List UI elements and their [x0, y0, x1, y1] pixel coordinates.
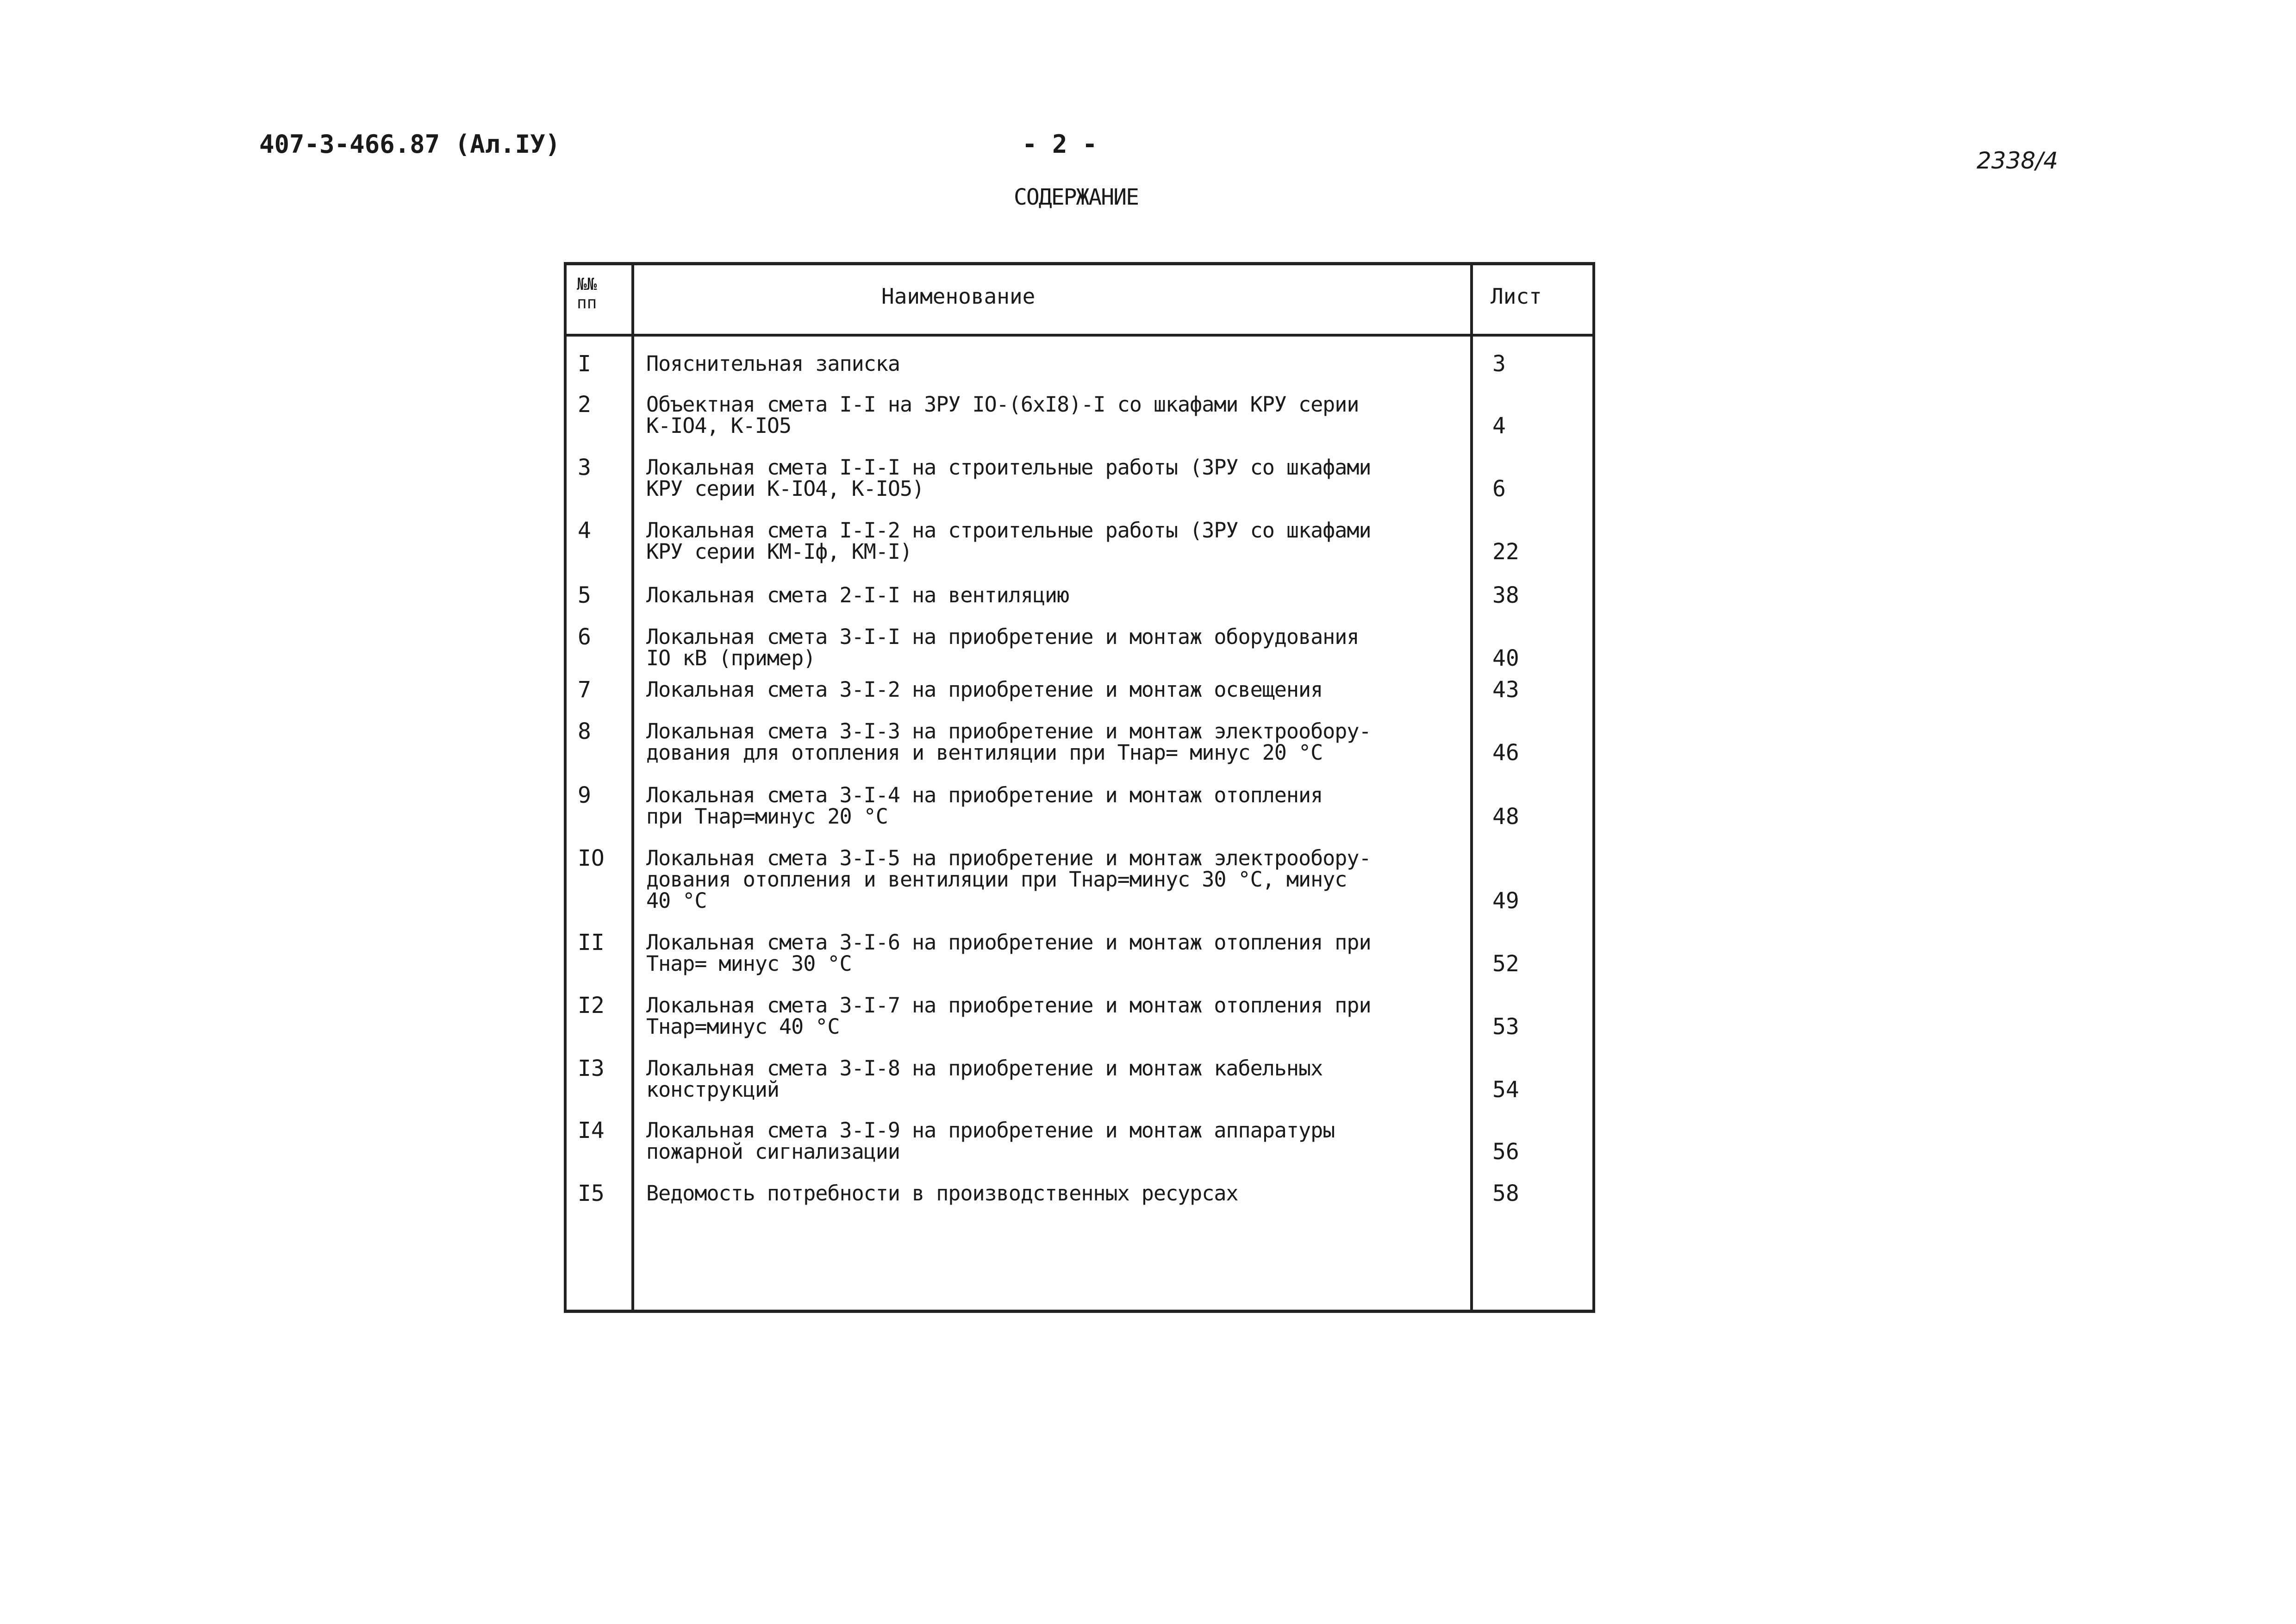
row-title: Пояснительная записка — [646, 351, 900, 376]
column-header-name: Наименование — [881, 284, 1036, 309]
row-number: I2 — [578, 993, 605, 1018]
row-number: 4 — [578, 518, 591, 543]
row-sheet: 6 — [1492, 476, 1506, 502]
row-number: 9 — [578, 782, 591, 808]
row-sheet: 43 — [1492, 677, 1519, 703]
row-title: Объектная смета I-I на ЗРУ IO-(6xI8)-I со шкафами КРУ серии К-IO4, К-IO5 — [646, 392, 1359, 438]
row-title: Локальная смета 3-I-3 на приобретение и монтаж электрообору- дования для отопления и вентиляции при Тнар= минус 20 °С — [646, 719, 1371, 765]
column-divider-sheet — [1470, 262, 1473, 1313]
row-title: Локальная смета 2-I-I на вентиляцию — [646, 583, 1069, 607]
row-number: 2 — [578, 392, 591, 418]
row-sheet: 48 — [1492, 804, 1519, 830]
contents-table — [564, 262, 1595, 1313]
column-header-sheet: Лист — [1491, 284, 1542, 309]
row-title: Локальная смета 3-I-5 на приобретение и монтаж электрообору- дования отопления и вентиляции при Тнар=минус 30 °С, минус 40 °С — [646, 846, 1371, 913]
row-sheet: 40 — [1492, 645, 1519, 671]
row-title: Ведомость потребности в производственных ресурсах — [646, 1181, 1238, 1206]
row-title: Локальная смета 3-I-9 на приобретение и монтаж аппаратуры пожарной сигнализации — [646, 1118, 1335, 1164]
row-title: Локальная смета 3-I-6 на приобретение и монтаж отопления при Тнар= минус 30 °С — [646, 930, 1371, 976]
row-number: I3 — [578, 1056, 605, 1081]
row-title: Локальная смета 3-I-4 на приобретение и монтаж отопления при Тнар=минус 20 °С — [646, 783, 1323, 829]
row-number: 3 — [578, 455, 591, 481]
row-number: 6 — [578, 624, 591, 650]
row-title: Локальная смета 3-I-8 на приобретение и монтаж кабельных конструкций — [646, 1056, 1323, 1102]
row-title: Локальная смета 3-I-I на приобретение и монтаж оборудования IO кВ (пример) — [646, 625, 1359, 670]
row-number: 5 — [578, 582, 591, 608]
row-number: IO — [578, 845, 605, 871]
row-sheet: 46 — [1492, 740, 1519, 766]
row-sheet: 52 — [1492, 951, 1519, 977]
column-divider-num — [631, 262, 634, 1313]
row-number: I — [578, 351, 591, 377]
row-title: Локальная смета I-I-I на строительные работы (ЗРУ со шкафами КРУ серии К-IO4, К-IO5) — [646, 455, 1371, 501]
row-number: I4 — [578, 1118, 605, 1143]
row-sheet: 53 — [1492, 1014, 1519, 1040]
row-number: 8 — [578, 718, 591, 744]
archive-number: 2338/4 — [1977, 147, 2058, 174]
row-sheet: 22 — [1492, 539, 1519, 565]
row-number: I5 — [578, 1181, 605, 1206]
row-sheet: 4 — [1492, 413, 1506, 439]
row-sheet: 38 — [1492, 582, 1519, 608]
page-number: - 2 - — [1022, 130, 1098, 159]
document-heading: СОДЕРЖАНИЕ — [1014, 184, 1138, 210]
row-number: II — [578, 930, 605, 956]
row-sheet: 58 — [1492, 1181, 1519, 1206]
row-sheet: 56 — [1492, 1139, 1519, 1165]
row-title: Локальная смета I-I-2 на строительные работы (ЗРУ со шкафами КРУ серии КМ-Iф, КМ-I) — [646, 518, 1371, 564]
row-sheet: 54 — [1492, 1077, 1519, 1103]
header-divider — [567, 334, 1592, 337]
row-title: Локальная смета 3-I-7 на приобретение и монтаж отопления при Тнар=минус 40 °С — [646, 993, 1371, 1039]
row-title: Локальная смета 3-I-2 на приобретение и монтаж освещения — [646, 677, 1323, 702]
row-sheet: 49 — [1492, 888, 1519, 914]
row-sheet: 3 — [1492, 351, 1506, 377]
row-number: 7 — [578, 677, 591, 703]
column-header-num: №№ пп — [577, 275, 597, 312]
document-code: 407-3-466.87 (Ал.IУ) — [259, 130, 561, 159]
